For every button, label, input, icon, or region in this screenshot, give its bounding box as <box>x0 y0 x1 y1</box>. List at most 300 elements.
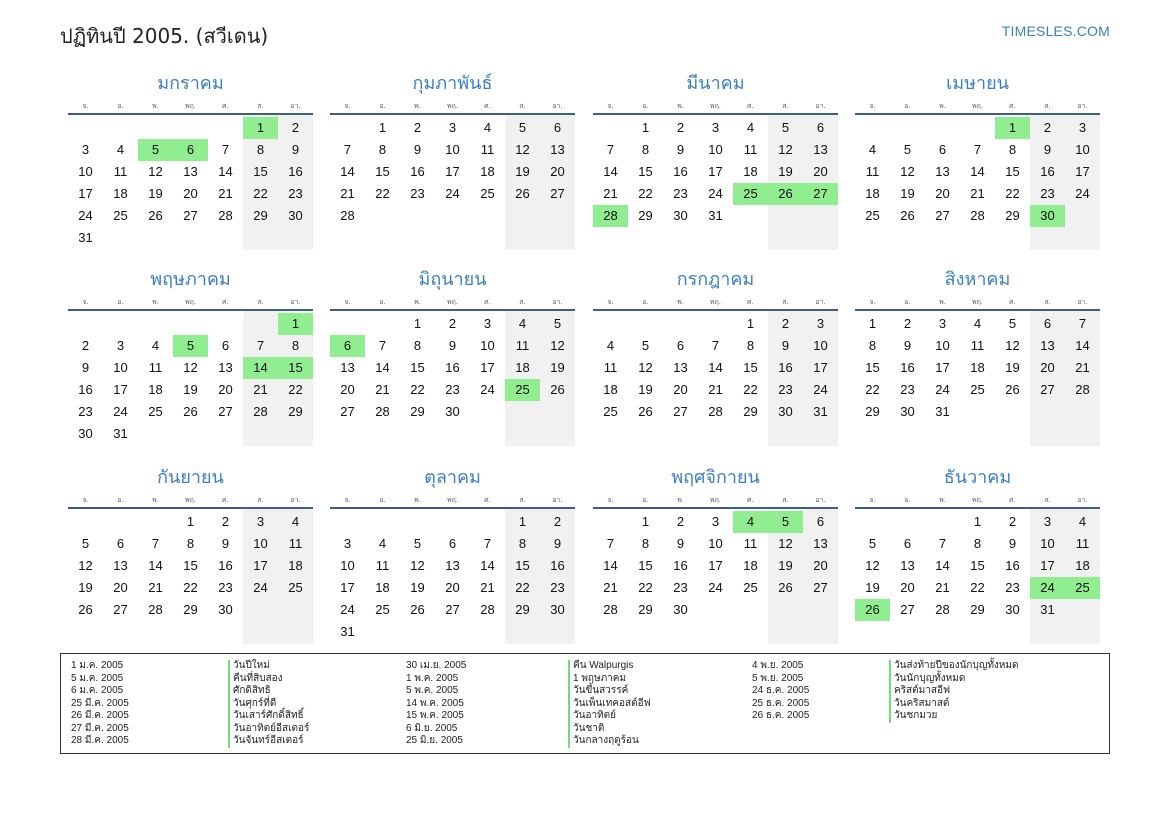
weekday-label: จ. <box>344 102 351 110</box>
day-cell: 29 <box>865 404 880 419</box>
day-cell: 9 <box>413 142 422 157</box>
day-cell: 24 <box>1075 186 1090 201</box>
weekday-label: อา. <box>1077 298 1088 306</box>
day-cell: 7 <box>1078 316 1087 331</box>
day-cell: 20 <box>935 186 950 201</box>
month-name: เมษายน <box>946 73 1009 94</box>
day-cell: 4 <box>973 316 982 331</box>
holiday-legend <box>60 653 1110 754</box>
day-cell: 6 <box>116 536 125 551</box>
day-cell: 14 <box>480 558 495 573</box>
day-cell: 12 <box>778 536 793 551</box>
legend-date: 26 ธ.ค. 2005 <box>752 710 810 721</box>
day-cell: 8 <box>641 536 650 551</box>
weekday-label: อ. <box>642 496 649 504</box>
day-cell: 22 <box>375 186 390 201</box>
day-cell: 13 <box>673 360 688 375</box>
month-name: พฤศจิกายน <box>671 467 760 488</box>
month-block <box>68 268 313 455</box>
day-cell: 12 <box>410 558 425 573</box>
day-cell: 7 <box>256 338 265 353</box>
day-cell: 24 <box>708 580 723 595</box>
day-cell: 31 <box>708 208 723 223</box>
day-cell: 29 <box>638 208 653 223</box>
day-cell: 7 <box>711 338 720 353</box>
legend-holiday-name: 1 พฤษภาคม <box>568 673 651 686</box>
day-cell: 26 <box>78 602 93 617</box>
day-cell: 9 <box>221 536 230 551</box>
day-cell: 17 <box>1075 164 1090 179</box>
day-cell: 26 <box>148 208 163 223</box>
day-cell: 20 <box>340 382 355 397</box>
day-cell: 21 <box>480 580 495 595</box>
day-cell: 16 <box>78 382 93 397</box>
weekday-label: ส. <box>257 496 264 504</box>
day-cell: 30 <box>288 208 303 223</box>
day-cell: 19 <box>410 580 425 595</box>
day-cell: 5 <box>641 338 650 353</box>
day-cell: 13 <box>1040 338 1055 353</box>
day-cell: 9 <box>1008 536 1017 551</box>
weekday-label: อ. <box>642 298 649 306</box>
weekday-label: พ. <box>677 496 684 504</box>
weekday-label: พฤ. <box>709 102 722 110</box>
day-cell: 13 <box>900 558 915 573</box>
legend-date: 28 มี.ค. 2005 <box>71 735 129 746</box>
day-cell: 20 <box>813 164 828 179</box>
day-cell: 22 <box>638 580 653 595</box>
day-cell: 16 <box>1040 164 1055 179</box>
day-cell: 13 <box>935 164 950 179</box>
day-cell: 22 <box>515 580 530 595</box>
day-cell: 18 <box>865 186 880 201</box>
day-cell: 8 <box>291 338 300 353</box>
weekday-label: อา. <box>552 298 563 306</box>
day-cell: 19 <box>865 580 880 595</box>
weekday-label: ส. <box>257 298 264 306</box>
weekday-label: จ. <box>82 496 89 504</box>
weekday-header <box>593 494 838 506</box>
day-cell: 1 <box>746 316 755 331</box>
day-cell: 2 <box>676 120 685 135</box>
day-cell: 3 <box>1078 120 1087 135</box>
day-cell: 11 <box>603 360 618 375</box>
day-cell: 22 <box>743 382 758 397</box>
month-name: ตุลาคม <box>424 467 481 488</box>
site-brand[interactable]: TIMESLES.COM <box>1001 23 1110 39</box>
day-cell: 13 <box>218 360 233 375</box>
day-cell: 25 <box>603 404 618 419</box>
day-cell: 2 <box>448 316 457 331</box>
day-cell: 31 <box>813 404 828 419</box>
month-name: สิงหาคม <box>944 269 1011 290</box>
day-cell: 23 <box>78 404 93 419</box>
day-cell: 7 <box>221 142 230 157</box>
day-cell: 16 <box>410 164 425 179</box>
weekday-label: อา. <box>290 496 301 504</box>
day-cell: 9 <box>81 360 90 375</box>
day-cell: 17 <box>253 558 268 573</box>
day-cell: 12 <box>638 360 653 375</box>
day-cell: 18 <box>970 360 985 375</box>
day-cell: 3 <box>81 142 90 157</box>
legend-date: 30 เม.ย. 2005 <box>406 660 467 671</box>
day-cell: 27 <box>340 404 355 419</box>
day-cell: 17 <box>935 360 950 375</box>
legend-holiday-name: คืน Walpurgis <box>568 660 651 673</box>
day-cell: 25 <box>480 186 495 201</box>
day-cell: 25 <box>865 208 880 223</box>
legend-date: 14 พ.ค. 2005 <box>406 697 464 709</box>
day-cell: 9 <box>291 142 300 157</box>
day-cell: 6 <box>448 536 457 551</box>
weekday-header <box>855 296 1100 308</box>
day-cell: 21 <box>148 580 163 595</box>
day-cell: 11 <box>743 536 758 551</box>
day-cell: 24 <box>340 602 355 617</box>
day-cell: 21 <box>970 186 985 201</box>
day-cell: 25 <box>743 580 758 595</box>
day-cell: 3 <box>448 120 457 135</box>
day-cell: 2 <box>781 316 790 331</box>
legend-date: 1 ม.ค. 2005 <box>71 660 124 671</box>
day-cell: 18 <box>1075 558 1090 573</box>
day-cell: 3 <box>1043 514 1052 529</box>
day-cell: 3 <box>816 316 825 331</box>
day-cell: 21 <box>603 186 618 201</box>
day-cell: 13 <box>813 536 828 551</box>
day-cell: 8 <box>973 536 982 551</box>
day-cell: 22 <box>1005 186 1020 201</box>
day-cell: 23 <box>445 382 460 397</box>
day-cell: 4 <box>483 120 492 135</box>
day-cell: 29 <box>515 602 530 617</box>
day-cell: 10 <box>78 164 93 179</box>
day-cell: 28 <box>148 602 163 617</box>
day-cell: 10 <box>1040 536 1055 551</box>
day-cell: 2 <box>1043 120 1052 135</box>
weekday-label: ส. <box>519 496 526 504</box>
weekday-label: ศ. <box>1009 496 1016 504</box>
day-cell: 19 <box>183 382 198 397</box>
day-cell: 26 <box>410 602 425 617</box>
day-cell: 16 <box>550 558 565 573</box>
day-cell: 19 <box>1005 360 1020 375</box>
day-cell: 18 <box>148 382 163 397</box>
weekday-label: จ. <box>82 102 89 110</box>
day-cell: 24 <box>708 186 723 201</box>
weekday-label: ศ. <box>1009 298 1016 306</box>
legend-holiday-name: วันส่งท้ายปีของนักบุญทั้งหมด <box>889 660 1019 673</box>
day-cell: 18 <box>375 580 390 595</box>
day-cell: 24 <box>813 382 828 397</box>
day-cell: 14 <box>1075 338 1090 353</box>
legend-date: 1 พ.ค. 2005 <box>406 672 459 684</box>
day-cell: 4 <box>151 338 160 353</box>
day-cell: 4 <box>518 316 527 331</box>
holiday-day-cell: 6 <box>173 139 208 161</box>
day-cell: 15 <box>1005 164 1020 179</box>
day-cell: 8 <box>256 142 265 157</box>
day-cell: 24 <box>480 382 495 397</box>
weekday-label: พ. <box>677 298 684 306</box>
month-name: ธันวาคม <box>943 467 1012 488</box>
day-cell: 20 <box>900 580 915 595</box>
weekday-label: ศ. <box>222 298 229 306</box>
day-cell: 12 <box>183 360 198 375</box>
weekday-label: อา. <box>815 102 826 110</box>
day-cell: 21 <box>340 186 355 201</box>
day-cell: 26 <box>1005 382 1020 397</box>
legend-holiday-name: วันคริสมาสต์ <box>889 698 1019 711</box>
month-block <box>855 268 1100 455</box>
weekday-label: พฤ. <box>446 298 459 306</box>
day-cell: 11 <box>865 164 880 179</box>
day-cell: 4 <box>378 536 387 551</box>
day-grid <box>330 311 575 455</box>
holiday-day-cell: 25 <box>733 183 768 205</box>
weekday-label: ศ. <box>747 298 754 306</box>
holiday-day-cell: 15 <box>278 357 313 379</box>
day-cell: 24 <box>935 382 950 397</box>
day-cell: 27 <box>183 208 198 223</box>
weekday-label: ศ. <box>747 496 754 504</box>
day-cell: 14 <box>708 360 723 375</box>
day-cell: 23 <box>410 186 425 201</box>
day-cell: 3 <box>256 514 265 529</box>
page-title: ปฏิทินปี 2005. (สวีเดน) <box>60 24 269 48</box>
month-name: กรกฎาคม <box>676 269 755 290</box>
day-cell: 9 <box>903 338 912 353</box>
day-cell: 11 <box>148 360 163 375</box>
day-cell: 29 <box>970 602 985 617</box>
day-cell: 21 <box>253 382 268 397</box>
weekday-label: ส. <box>257 102 264 110</box>
day-cell: 18 <box>113 186 128 201</box>
day-cell: 24 <box>445 186 460 201</box>
holiday-day-cell: 25 <box>505 379 540 401</box>
day-cell: 4 <box>746 120 755 135</box>
day-cell: 20 <box>1040 360 1055 375</box>
weekday-label: อ. <box>904 102 911 110</box>
day-cell: 14 <box>375 360 390 375</box>
day-cell: 23 <box>1005 580 1020 595</box>
day-cell: 30 <box>1005 602 1020 617</box>
weekday-header <box>593 100 838 112</box>
day-cell: 28 <box>253 404 268 419</box>
day-cell: 31 <box>340 624 355 639</box>
day-cell: 21 <box>1075 360 1090 375</box>
holiday-day-cell: 5 <box>768 511 803 533</box>
month-name: พฤษภาคม <box>150 269 231 290</box>
day-cell: 27 <box>550 186 565 201</box>
day-cell: 4 <box>116 142 125 157</box>
weekday-label: พ. <box>939 298 946 306</box>
weekday-label: พ. <box>152 102 159 110</box>
day-cell: 5 <box>1008 316 1017 331</box>
legend-holiday-name: วันอาทิตย์อีสเตอร์ <box>228 723 309 736</box>
day-cell: 14 <box>935 558 950 573</box>
day-cell: 30 <box>445 404 460 419</box>
month-block <box>593 72 838 259</box>
day-cell: 22 <box>970 580 985 595</box>
day-cell: 29 <box>253 208 268 223</box>
legend-date: 27 มี.ค. 2005 <box>71 722 129 734</box>
weekday-label: พฤ. <box>446 496 459 504</box>
holiday-day-cell: 26 <box>855 599 890 621</box>
day-cell: 26 <box>515 186 530 201</box>
day-cell: 28 <box>375 404 390 419</box>
legend-date: 24 ธ.ค. 2005 <box>752 685 810 696</box>
weekday-header <box>68 100 313 112</box>
weekday-label: อา. <box>290 298 301 306</box>
day-cell: 13 <box>113 558 128 573</box>
day-cell: 17 <box>813 360 828 375</box>
month-block <box>593 466 838 653</box>
day-cell: 9 <box>676 536 685 551</box>
day-cell: 15 <box>970 558 985 573</box>
weekday-label: อา. <box>552 102 563 110</box>
day-cell: 1 <box>641 120 650 135</box>
day-cell: 10 <box>340 558 355 573</box>
day-cell: 9 <box>781 338 790 353</box>
legend-holiday-name: ศักดิสิทธิ <box>228 685 309 698</box>
day-cell: 20 <box>673 382 688 397</box>
day-cell: 22 <box>183 580 198 595</box>
day-cell: 23 <box>218 580 233 595</box>
weekday-label: พฤ. <box>971 102 984 110</box>
day-cell: 18 <box>480 164 495 179</box>
day-cell: 21 <box>603 580 618 595</box>
day-cell: 20 <box>445 580 460 595</box>
month-block <box>330 72 575 259</box>
day-cell: 15 <box>743 360 758 375</box>
day-cell: 21 <box>375 382 390 397</box>
day-cell: 2 <box>1008 514 1017 529</box>
legend-holiday-name: วันเสาร์ศักดิ์สิทธิ์ <box>228 710 309 723</box>
weekday-header <box>68 494 313 506</box>
day-cell: 9 <box>553 536 562 551</box>
day-cell: 12 <box>900 164 915 179</box>
day-cell: 27 <box>673 404 688 419</box>
day-cell: 14 <box>603 164 618 179</box>
day-cell: 30 <box>550 602 565 617</box>
legend-holiday-name: วันศุกร์ที่ดี <box>228 698 309 711</box>
day-cell: 10 <box>708 142 723 157</box>
day-cell: 1 <box>868 316 877 331</box>
legend-date: 25 มี.ค. 2005 <box>71 697 129 709</box>
day-cell: 17 <box>113 382 128 397</box>
day-cell: 29 <box>1005 208 1020 223</box>
day-cell: 4 <box>1078 514 1087 529</box>
day-cell: 19 <box>78 580 93 595</box>
weekday-label: อา. <box>290 102 301 110</box>
day-cell: 14 <box>218 164 233 179</box>
day-grid <box>593 115 838 259</box>
day-cell: 25 <box>148 404 163 419</box>
day-cell: 6 <box>938 142 947 157</box>
month-name: มิถุนายน <box>418 269 487 290</box>
weekday-header <box>330 296 575 308</box>
weekday-label: ศ. <box>1009 102 1016 110</box>
day-cell: 22 <box>638 186 653 201</box>
weekday-label: จ. <box>869 298 876 306</box>
day-cell: 15 <box>638 558 653 573</box>
day-cell: 29 <box>183 602 198 617</box>
day-cell: 23 <box>673 580 688 595</box>
day-cell: 2 <box>413 120 422 135</box>
day-cell: 1 <box>378 120 387 135</box>
day-cell: 22 <box>410 382 425 397</box>
day-cell: 25 <box>288 580 303 595</box>
day-cell: 10 <box>813 338 828 353</box>
day-cell: 1 <box>641 514 650 529</box>
day-cell: 20 <box>813 558 828 573</box>
day-cell: 28 <box>340 208 355 223</box>
day-grid <box>593 311 838 455</box>
weekday-label: จ. <box>869 496 876 504</box>
day-cell: 23 <box>900 382 915 397</box>
day-cell: 5 <box>81 536 90 551</box>
day-cell: 15 <box>865 360 880 375</box>
day-cell: 11 <box>288 536 303 551</box>
weekday-label: ส. <box>782 102 789 110</box>
weekday-label: พ. <box>414 496 421 504</box>
day-cell: 27 <box>935 208 950 223</box>
day-cell: 10 <box>708 536 723 551</box>
legend-holiday-name: วันจันทร์อีสเตอร์ <box>228 735 309 748</box>
day-cell: 4 <box>291 514 300 529</box>
holiday-day-cell: 26 <box>768 183 803 205</box>
day-cell: 27 <box>900 602 915 617</box>
weekday-label: อา. <box>1077 102 1088 110</box>
legend-date: 5 พ.ย. 2005 <box>752 672 804 684</box>
day-cell: 30 <box>673 208 688 223</box>
weekday-header <box>68 296 313 308</box>
month-name: มีนาคม <box>686 73 745 94</box>
day-cell: 8 <box>641 142 650 157</box>
weekday-label: พ. <box>939 496 946 504</box>
day-cell: 16 <box>288 164 303 179</box>
month-block <box>330 268 575 455</box>
legend-date-column <box>71 660 129 748</box>
day-cell: 22 <box>253 186 268 201</box>
day-cell: 17 <box>708 558 723 573</box>
day-cell: 15 <box>253 164 268 179</box>
day-cell: 29 <box>743 404 758 419</box>
weekday-label: จ. <box>607 102 614 110</box>
day-cell: 16 <box>445 360 460 375</box>
weekday-label: พ. <box>152 298 159 306</box>
day-cell: 5 <box>553 316 562 331</box>
day-cell: 26 <box>638 404 653 419</box>
weekday-label: ส. <box>782 496 789 504</box>
day-cell: 6 <box>1043 316 1052 331</box>
day-cell: 10 <box>445 142 460 157</box>
legend-date: 26 มี.ค. 2005 <box>71 710 129 721</box>
day-grid <box>330 115 575 259</box>
month-block <box>593 268 838 455</box>
day-cell: 8 <box>746 338 755 353</box>
day-cell: 17 <box>78 186 93 201</box>
month-block <box>68 72 313 259</box>
day-cell: 18 <box>743 164 758 179</box>
weekday-label: อา. <box>815 298 826 306</box>
day-cell: 15 <box>375 164 390 179</box>
day-cell: 30 <box>778 404 793 419</box>
day-cell: 16 <box>778 360 793 375</box>
day-cell: 7 <box>151 536 160 551</box>
